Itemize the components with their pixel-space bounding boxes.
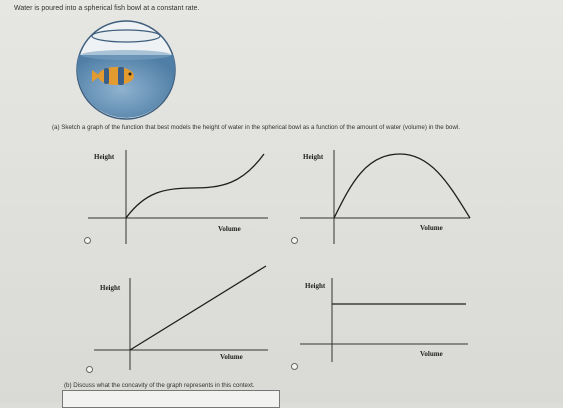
graph-3-y-label: Height [100, 284, 121, 292]
part-b-answer-field[interactable] [62, 390, 280, 408]
part-a-instruction: (a) Sketch a graph of the function that best models the height of water in the spherical bowl as a function of the amount of water (volume) in the bowl. [52, 124, 460, 131]
graph-4-x-label: Volume [420, 350, 443, 358]
graph-2-y-label: Height [303, 153, 324, 161]
graph-1-y-label: Height [94, 153, 115, 161]
graph-2-x-label: Volume [420, 224, 443, 232]
part-b-instruction: (b) Discuss what the concavity of the graph represents in this context. [64, 382, 255, 389]
graph-4-y-label: Height [305, 282, 326, 290]
graph-3-x-label: Volume [220, 353, 243, 361]
question-prompt: Water is poured into a spherical fish bowl at a constant rate. [14, 5, 200, 12]
graph-4-radio[interactable] [291, 363, 298, 370]
graph-1-x-label: Volume [218, 225, 241, 233]
